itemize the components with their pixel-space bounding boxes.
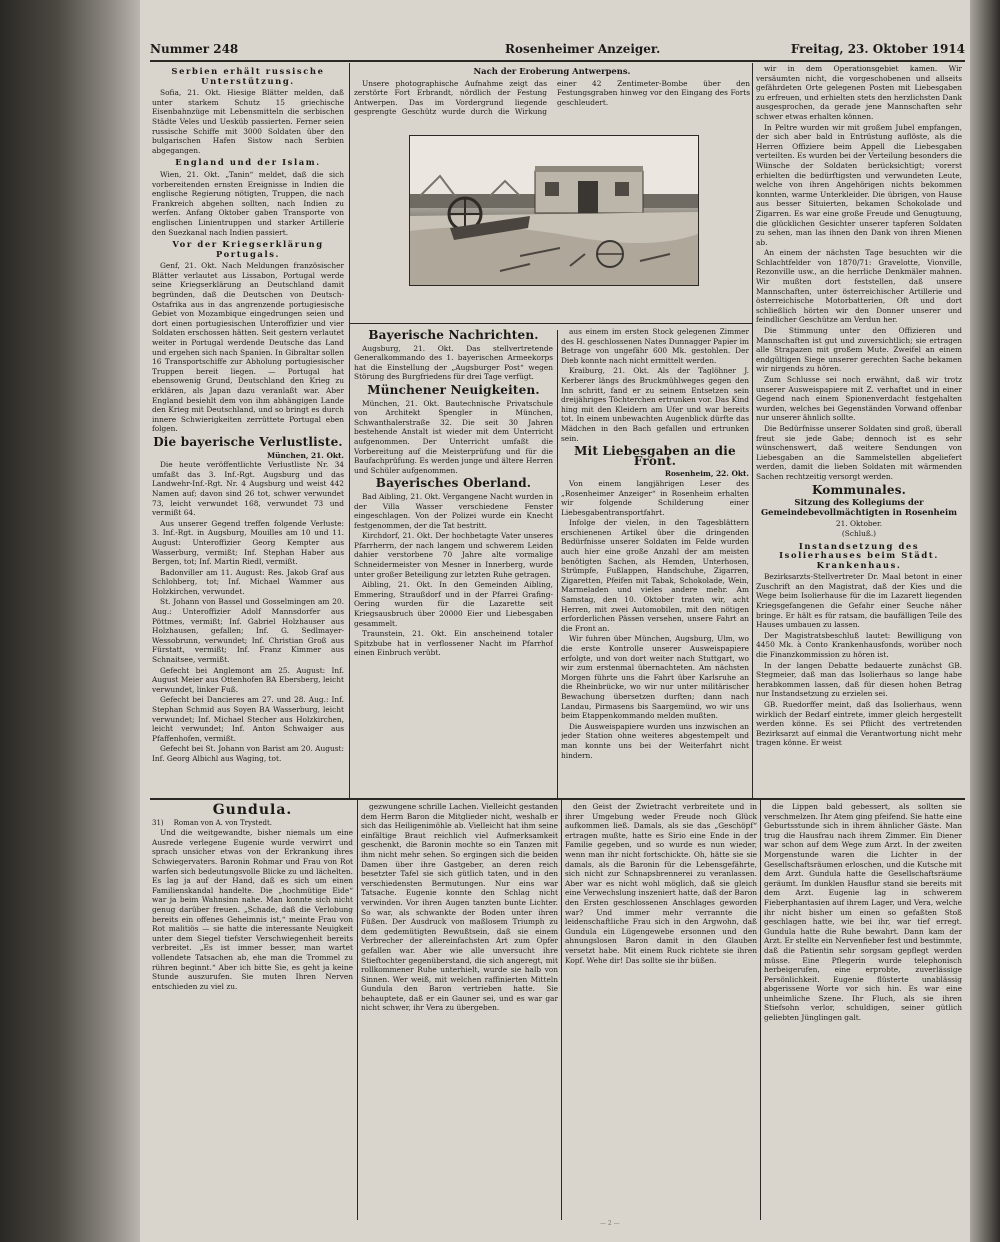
article-antwerpen: Unsere photographische Aufnahme zeigt das zerstörte Fort Erbrandt, nördlich der Festung Antwerpen. Das im Vordergrund liegende gesprengte Geschütz wurde durch die Wirkung einer 42 Zentimeter-Bombe über den Festungsgraben hinweg vor den Eingang des Forts geschleudert.	[354, 78, 750, 117]
newspaper-name: Rosenheimer Anzeiger.	[505, 42, 661, 56]
sitzung-p3: In der langen Debatte bedauerte zunächst GB. Stegmeier, daß man das Isolierhaus so lange habe herabkommen lassen, daß für diesen hohen Betrag nur Instandsetzung zu erzielen sei.	[756, 660, 962, 699]
column-1	[152, 64, 344, 796]
headline-bayerisches-oberland: Bayerisches Oberland.	[375, 476, 532, 491]
fort-photo	[409, 135, 699, 286]
liebesgaben-p10: Die Bedürfnisse unserer Soldaten sind groß, überall freut sie jede Gabe; dennoch ist es sehr wünschenswert, daß weitere Sendungen von Liebesgaben an die Sammelstellen abgeliefert werden, damit die lieben Soldaten mit wärmenden Sachen rechtzeitig versorgt werden.	[756, 423, 962, 481]
running-header	[150, 42, 965, 62]
article-dunnagger: aus einem im ersten Stock gelegenen Zimmer des H. geschlossenen Nates Dunnagger Papier im Betrage von ungefähr 600 Mk. gestohlen. Der Dieb konnte nach nicht ermittelt werden.	[561, 327, 749, 365]
verlustliste-p3: Badonviller am 11. August: Res. Jakob Graf aus Schlohberg, tot; Inf. Michael Wammer aus Holzkirchen, verwundet.	[152, 567, 344, 596]
novel-title: Gundula.	[212, 802, 293, 818]
page-footer-mark: — 2 —	[600, 1220, 620, 1227]
liebesgaben-p8: Die Stimmung unter den Offizieren und Mannschaften ist gut und zuversichtlich; sie ertragen alle Strapazen mit großem Mute. Zweifel an einem endgültigen Siege unserer gerechten Sache bekamen wir nirgends zu hören.	[756, 326, 962, 374]
feuilleton-rule	[150, 798, 965, 800]
sitzung-schluss: (Schluß.)	[841, 528, 877, 538]
liebesgaben-p5: wir in dem Operationsgebiet kamen. Wir versäumten nicht, die vorgeschobenen und allseits gefährdeten Orte gelegenen Posten mit Liebesgaben zu erfreuen, und erhielten stets den herzlichsten Dank ausgesprochen, da gerade jene Mannschaften sehr schwer etwas erhalten können.	[756, 64, 962, 121]
headline-verlustliste: Die bayerische Verlustliste.	[153, 434, 343, 449]
novel-column-rule-1	[357, 800, 358, 1220]
header-rule	[150, 60, 965, 62]
verlustliste-intro: Die heute veröffentlichte Verlustliste Nr. 34 umfaßt das 3. Inf.-Rgt. Augsburg und das Landwehr-Inf.-Rgt. Nr. 4 Augsburg und weist 442 Namen auf; davon sind 26 tot, schwer verwundet 73, leicht verwundet 168, verwundet 73 und vermißt 64.	[152, 460, 344, 518]
article-aibling: Aibling, 21. Okt. In den Gemeinden Aibling, Emmering, Straußdorf und in der Pfarrei Grafing-Oering wurden für die Lazarette seit Kriegsausbruch über 20000 Eier und Liebesgaben gesammelt.	[354, 580, 553, 628]
verlustliste-p5: Gefecht bei Anglemont am 25. August: Inf. August Meier aus Ottenhofen BA Ebersberg, leicht verwundet, linker Fuß.	[152, 665, 344, 694]
column-2	[354, 327, 553, 797]
article-portugal: Genf, 21. Okt. Nach Meldungen französischer Blätter verlautet aus Lissabon, Portugal werde seine Kriegserklärung an Deutschland damit begründen, daß die Deutschen von Deutsch-Ostafrika aus in das angrenzende portugiesische Gebiet von Mozambique eingedrungen seien und dort einen portugiesischen Unteroffizier und vier Soldaten erschossen hätten. Seit gestern verlautet weiter in Portugal werdende Deutsche das Land und ergehen sich nach Spanien. In Gibraltar sollen 16 Transportschiffe zur Abholung portugiesischer Truppen bereit liegen. — Portugal hat ebensowenig Grund, Deutschland den Krieg zu erklären, als Japan dazu veranlaßt war. Aber England besiehlt dem von ihm abhängigen Lande den Krieg mit Deutschland, und so bringt es durch innere Schwierigkeiten zerrüttete Portugal eben folgen.	[152, 261, 344, 434]
headline-portugal: Vor der Kriegserklärung Portugals.	[172, 239, 324, 259]
liebesgaben-p1: Von einem langjährigen Leser des „Rosenheimer Anzeiger“ in Rosenheim erhalten wir folgende Schilderung einer Liebesgabentransportfahrt.	[561, 478, 749, 517]
novel-text-1: Und die weitgewandte, bisher niemals um eine Ausrede verlegene Eugenie wurde verwirrt und sprach unsicher etwas von der Erkrankung ihres Schwiegervaters. Baronin Rohmar und Frau von Rot warfen sich bedeutungsvolle Blicke zu und lächelten. Es lag ja auf der Hand, daß es sich um einen Familienskandal handelte. Die „hochmütige Eide“ war ja beim Wahnsinn nahe. Man konnte sich nicht genug darüber freuen. „Schade, daß die Verlobung bereits ein offenes Geheimnis ist,“ meinte Frau von Rot malitiös — sie hatte die interessante Neuigkeit unter dem Siegel tiefster Verschwiegenheit bereits verbreitet. „Es ist immer besser, man wartet vollendete Tatsachen ab, ehe man die Trommel zu rühren beginnt.“ Aber ich bitte Sie, es geht ja keine Stunde auszurufen. Sie muten Ihren Nerven entschieden zu viel zu.	[152, 828, 353, 991]
dateline-verlustliste: München, 21. Okt.	[267, 450, 344, 460]
headline-muenchener-neuigkeiten: Münchener Neuigkeiten.	[367, 382, 540, 397]
liebesgaben-p4: Die Ausweispapiere wurden uns inzwischen an jeder Station ohne weiteres abgestempelt und man konnte uns bei der Weiterfahrt nicht hindern.	[561, 721, 749, 760]
headline-kommunales: Kommunales.	[811, 482, 907, 497]
headline-serbien: Serbien erhält russische Unterstützung.	[171, 66, 325, 86]
column-rule-1	[349, 63, 350, 798]
article-england-islam: Wien, 21. Okt. „Tanin“ meldet, daß die sich vorbereitenden ernsten Ereignisse in Indien die englische Regierung nötigten, Truppen, die nach Frankreich abgehen sollten, nach Indien zu werfen. Anfang Oktober gaben Transporte von englischen Linientruppen und starker Artillerie den Suezkanal nach Indien passiert.	[152, 169, 344, 237]
novel-column-4	[764, 802, 962, 1218]
headline-bayerische-nachrichten: Bayerische Nachrichten.	[368, 328, 539, 342]
novel-text-3: den Geist der Zwietracht verbreitete und in ihrer Umgebung weder Freude noch Glück aufkommen ließ. Damals, als sie das „Geschöpf“ ertragen mußte, hatte es Sirio eine Ende in der Familie gegeben, und so wurde es nun wieder, wenn man ihr nicht fortschickte. Oh, hätte sie sie damals, als die Baronin für die Lebensgefährte, sich nicht zur Schnapsbrennerei zu veranlassen. Aber war es nicht wohl möglich, daß sie gleich eine Verwechslung inszeniert hatte, daß der Baron den Ersten geschlossenen Anschlages geworden war? Und immer mehr verrannte die leidenschaftliche Frau sich in den Argwohn, daß Gundula ein Lügengewebe ersonnen und den ahnungslosen Baron damit in den Glauben versetzt habe. Mit einem Ruck richtete sie ihren Kopf. Wehe dir! Das sollte sie ihr büßen.	[565, 802, 757, 965]
column-3	[561, 327, 749, 797]
novel-installment-number: 31)	[152, 818, 164, 827]
sitzung-p4: GB. Ruedorffer meint, daß das Isolierhaus, wenn wirklich der Bedarf eintrete, immer gleich hergestellt werden könne. Es sei Pflicht des vertretenden Bezirksarzt auf einmal die Verantwortung nicht mehr tragen könne. Er weist	[756, 700, 962, 748]
novel-text-4: die Lippen bald gebessert, als sollten sie verschmelzen. Ihr Atem ging pfeifend. Sie hatte eine Geburtsstunde sich in ihrem ähnlicher Gäste. Man trug die Hausfrau nach ihrem Zimmer. Ein Diener war schon auf dem Wege zum Arzt. In der zweiten Morgenstunde waren die Lichter in der Gesellschaftsräumen erloschen, und die Kutsche mit dem Arzt. Gundula hatte die Gesellschaftsräume geräumt. Im dunklen Hausflur stand sie bereits mit dem Arzt. Eugenie lag in schwerem Fieberphantasien auf ihrem Lager, und Vera, welche ihr nicht bisher um einen so gefaßten Stoß geschlagen hatte, wie bei ihr, war tief erregt. Gundula hatte die Ruhe bewahrt. Dann kam der Arzt. Er stellte ein Nervenfieber fest und bestimmte, daß die Patientin sehr sorgsam gepflegt werden müsse. Eine Pflegerin wurde telephonisch herbeigerufen, eine erprobte, zuverlässige Persönlichkeit. Eugenie flüsterte unablässig abgerissene Worte vor sich hin. Es war eine unheimliche Szene. Ihr Fluch, als sie ihren Stiefsohn verlor, schuldigen, seiner gütlich geliebten Jünglingen galt.	[764, 802, 962, 1023]
photo-article-text	[354, 64, 750, 134]
headline-sitzung: Sitzung des Kollegiums der Gemeindebevollmächtigten in Rosenheim	[760, 497, 958, 517]
article-bad-aibling: Bad Aibling, 21. Okt. Vergangene Nacht wurden in der Villa Wasser verschiedene Fenster eingeschlagen. Von der Polizei wurde ein Knecht festgenommen, der die Tat bestritt.	[354, 491, 553, 530]
verlustliste-p6: Gefecht bei Dancieres am 27. und 28. Aug.: Inf. Stephan Schmid aus Soyen BA Wasserburg, leicht verwundet; Inf. Michael Stecher aus Holzkirchen, leicht verwundet; Inf. Anton Schwaiger aus Pfaffenhofen, vermißt.	[152, 695, 344, 743]
column-rule-3	[752, 63, 753, 798]
sitzung-p2: Der Magistratsbeschluß lautet: Bewilligung von 4450 Mk. à Conto Krankenhausfonds, worüber noch die Finanzkommission zu hören ist.	[756, 630, 962, 660]
novel-text-2: gezwungene schrille Lachen. Vielleicht gestanden dem Herrn Baron die Mitglieder nicht, weshalb er sich das Heiligenimöhle ab. Vielleicht hat ihm seine einfältige Braut reichlich viel Aufmerksamkeit geschenkt, die Baronin mochte so ein Tanzen mit ihm nicht mehr sehen. So ergingen sich die beiden Damen über ihre Gastgeber, an deren reich besetzter Tafel sie sich gütlich taten, und in den verschiedensten Bermutungen. Nur eins war Tatsache. Eugenie konnte den Schlag nicht verwinden. Vor ihren Augen tanzten bunte Lichter. So war, als schwankte der Boden unter ihren Füßen. Der Ausdruck von maßlosem Triumph zu dem gedemütigten Bewußtsein, daß sie einem Verbrecher der allereinfachsten Art zum Opfer gefallen war. Aber wie alle unversucht ihre Stieftochter gegenüberstand, die sich angeregt, mit rollkommener Ruhe unterhielt, wurde sie halb von Sinnen. Wer weiß, mit welchen raffinierten Mitteln Gundula den Baron vertrieben hatte. Sie behauptete, daß er ein Gauner sei, und es war gar nicht schwer, ihr Vera zu übergeben.	[361, 802, 558, 1013]
verlustliste-p4: St. Johann von Bassel und Gosselmingen am 20. Aug.: Unteroffizier Adolf Mannsdorfer aus Pöttmes, vermißt; Inf. Gabriel Holzhauser aus Holzhausen, gefallen; Inf. G. Sedlmayer-Wessobrunn, verwundet; Inf. Christian Groß aus Fürstatt, vermißt; Inf. Franz Kimmer aus Schnaitsee, vermißt.	[152, 597, 344, 665]
novel-column-rule-2	[561, 800, 562, 1220]
verlustliste-p7: Gefecht bei St. Johann von Barist am 20. August: Inf. Georg Albichl aus Waging, tot.	[152, 744, 344, 763]
fort-photo-illustration	[410, 136, 698, 285]
article-kirchdorf: Kirchdorf, 21. Okt. Der hochbetagte Vater unseres Pfarrherrn, der nach langem und schwerem Leiden dahier verstorbene 70 Jahre alte vormalige Schneidermeister von Mesner in Innerberg, wurde unter großer Beteiligung zur letzten Ruhe getragen.	[354, 531, 553, 579]
novel-subtitle: Roman von A. von Trystedt.	[173, 818, 273, 827]
novel-column-2	[361, 802, 558, 1218]
liebesgaben-p6: In Peltre wurden wir mit großem Jubel empfangen, der sich aber bald in Entrüstung auflöste, als die Herren Offiziere beim Appell die Liebesgaben verteilten. Es wurden bei der Verteilung besonders die Wünsche der Soldaten berücksichtigt; vorerst erhielten die bedürftigsten und verwundeten Leute, welche von ihren Angehörigen nichts bekommen konnten, warme Unterkleider. Die übrigen, von Hause aus besser Situierten, bekamen Schokolade und Zigarren. Es war eine große Freude und Genugtuung, die glücklichen Gesichter unserer tapferen Soldaten zu sehen, man las ihnen den Dank von ihren Mienen ab.	[756, 122, 962, 247]
article-augsburg: Augsburg, 21. Okt. Das stellvertretende Generalkommando des 1. bayerischen Armeekorps hat die Einstellung der „Augsburger Post“ wegen Störung des Burgfriedens für drei Tage verfügt.	[354, 343, 553, 382]
headline-isolierhaus: Instandsetzung des Isolierhauses beim Städt. Krankenhaus.	[779, 540, 939, 570]
novel-column-rule-3	[760, 800, 761, 1220]
liebesgaben-p2: Infolge der vielen, in den Tagesblättern erschienenen Artikel über die dringenden Bedürfnisse unserer Soldaten im Felde wurden auch hier eine große Anzahl der am meisten benötigten Sachen, als Hemden, Unterhosen, Strümpfe, Fußlappen, Handschuhe, Zigarren, Zigaretten, Pfeifen mit Tabak, Schokolade, Wein, Marmeladen und vieles andere mehr. Am Samstag, den 10. Oktober traten wir, acht Herren, mit zwei Automobilen, mit den nötigen erforderlichen Pässen versehen, unsere Fahrt an die Front an.	[561, 518, 749, 633]
column-4	[756, 64, 962, 796]
issue-number: Nummer 248	[150, 42, 239, 56]
headline-england-islam: England und der Islam.	[175, 157, 321, 168]
sitzung-p1: Bezirksarzts-Stellvertreter Dr. Maal betont in einer Zuschrift an den Magistrat, daß der Kies und die Wege beim Isolierhause für die im Lazarett liegenden Kriegsgefangenen die Gefahr einer Seuche näher bringe. Er hält es für ratsam, die baufälligen Teile des Hauses umbauen zu lassen.	[756, 572, 962, 630]
novel-column-1	[152, 802, 353, 1218]
dateline-liebesgaben: Rosenheim, 22. Okt.	[664, 469, 749, 479]
headline-antwerpen: Nach der Eroberung Antwerpens.	[473, 66, 631, 76]
liebesgaben-p3: Wir fuhren über München, Augsburg, Ulm, wo die erste Kontrolle unserer Ausweispapiere erfolgte, und von dort weiter nach Stuttgart, wo wir zum erstenmal übernachteten. Am nächsten Morgen führte uns die Fahrt über Karlsruhe an die Rheinbrücke, wo wir nur unter militärischer Bewachung übersetzen durften; dann nach Landau, Pirmasens bis Saargemünd, wo wir uns beim Etappenkommando melden mußten.	[561, 634, 749, 721]
photo-bottom-rule	[350, 323, 752, 324]
verlustliste-p2: Aus unserer Gegend treffen folgende Verluste: 3. Inf.-Rgt. in Augsburg, Mouilles am 10 und 11. August: Unteroffizier Georg Kempter aus Wasserburg, vermißt; Inf. Stephan Haber aus Bergen, tot; Inf. Martin Riedl, vermißt.	[152, 518, 344, 567]
column-rule-2	[557, 330, 558, 798]
article-kraiburg: Kraiburg, 21. Okt. Als der Taglöhner J. Kerberer längs des Bruckmühlweges gegen den Inn schritt, fand er zu seinem Entsetzen sein dreijähriges Töchterchen ertrunken vor. Das Kind hing mit den Kleidern am Ufer und war bereits tot. In einem unbewachten Augenblick dürfte das Mädchen in den Bach gefallen und ertrunken sein.	[561, 366, 749, 443]
article-traunstein: Traunstein, 21. Okt. Ein anscheinend totaler Spitzbube hat in verflossener Nacht im Pfarrhof einen Einbruch verübt.	[354, 629, 553, 658]
article-serbien: Sofia, 21. Okt. Hiesige Blätter melden, daß unter starkem Schutz 15 griechische Eisenbahnzüge mit Lebensmitteln die serbischen Städte Veles und Uesküb passierten. Ferner seien russische Schiffe mit 3000 Soldaten über den bulgarischen Hafen Sistow nach Serbien abgegangen.	[152, 88, 344, 155]
headline-liebesgaben: Mit Liebesgaben an die Front.	[574, 444, 736, 468]
liebesgaben-p9: Zum Schlusse sei noch erwähnt, daß wir trotz unserer Ausweispapiere mit Z. verhaftet und in einer Gegend nach einem Spionenverdacht festgehalten wurden, welches bei Gegenständen Vorwand offenbar nur unserer ähnlich sollte.	[756, 375, 962, 423]
novel-column-3	[565, 802, 757, 1218]
liebesgaben-p7: An einem der nächsten Tage besuchten wir die Schlachtfelder von 1870/71: Gravelotte, Vionville, Rezonville usw., an die herrliche Denkmäler mahnen. Wir mußten dort feststellen, daß unsere Mannschaften, unter österreichischer Artillerie und österreichische Motorbatterien, Oft und dort schließlich hörten wir den Donner unserer und feindlicher Geschütze am Verdun her.	[756, 248, 962, 325]
dateline-sitzung: 21. Oktober.	[835, 519, 883, 529]
page-right-edge	[970, 0, 1000, 1242]
book-gutter-shadow	[0, 0, 142, 1242]
article-muenchen: München, 21. Okt. Bautechnische Privatschule von Architekt Spengler in München, Schwanthalerstraße 32. Die seit 30 Jahren bestehende Anstalt ist wieder mit dem Unterricht aufgenommen. Der Unterricht umfaßt die Vorbereitung auf die Meisterprüfung und für die Baufachprüfung. Es werden junge und ältere Herren und Schüler aufgenommen.	[354, 398, 553, 475]
issue-date: Freitag, 23. Oktober 1914	[790, 42, 965, 56]
